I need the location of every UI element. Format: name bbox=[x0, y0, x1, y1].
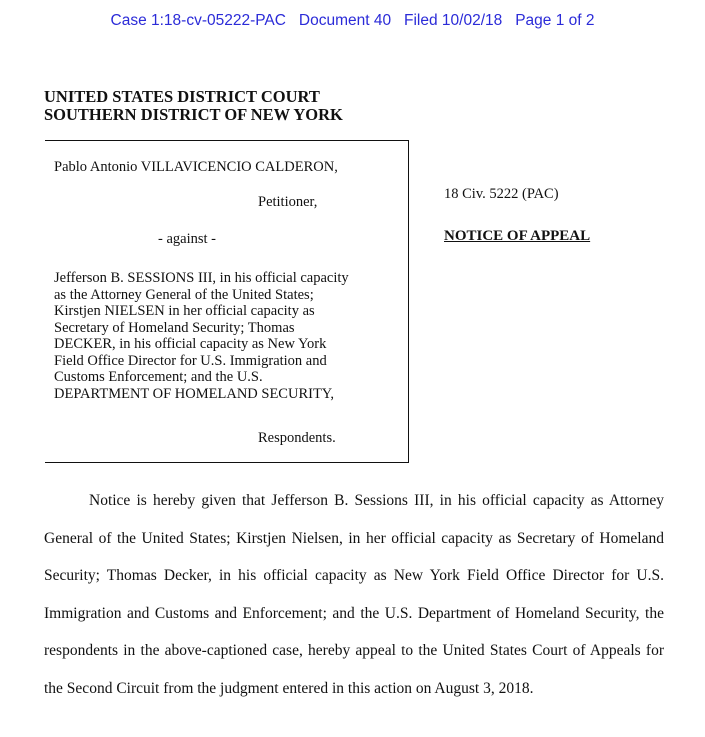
document-number-header: Document 40 bbox=[298, 12, 392, 29]
case-number: 18 Civ. 5222 (PAC) bbox=[444, 186, 559, 202]
page-count-header: Page 1 of 2 bbox=[515, 12, 595, 29]
court-name-line-1: UNITED STATES DISTRICT COURT bbox=[44, 87, 320, 106]
court-name bbox=[44, 88, 343, 124]
ecf-filing-header bbox=[0, 12, 705, 30]
case-number-header: Case 1:18-cv-05222-PAC bbox=[110, 12, 286, 29]
respondents-role: Respondents. bbox=[258, 430, 336, 446]
petitioner-role: Petitioner, bbox=[258, 194, 318, 210]
respondents-line: Field Office Director for U.S. Immigration and bbox=[54, 352, 327, 369]
petitioner-name: Pablo Antonio VILLAVICENCIO CALDERON, bbox=[54, 159, 338, 175]
respondents-line: DECKER, in his official capacity as New York bbox=[54, 336, 327, 352]
filed-date-header: Filed 10/02/18 bbox=[404, 12, 503, 29]
court-name-line-2: SOUTHERN DISTRICT OF NEW YORK bbox=[44, 105, 343, 124]
against-label: - against - bbox=[158, 231, 216, 247]
respondents-line: Kirstjen NIELSEN in her official capacity as bbox=[54, 303, 315, 319]
respondents-line: Jefferson B. SESSIONS III, in his official capacity bbox=[54, 270, 349, 286]
respondents-line: Secretary of Homeland Security; Thomas bbox=[54, 319, 295, 336]
respondents-line: as the Attorney General of the United States; bbox=[54, 286, 314, 303]
respondents-list bbox=[54, 270, 349, 402]
respondents-line: Customs Enforcement; and the U.S. bbox=[54, 369, 263, 385]
notice-body: Notice is hereby given that Jefferson B. Sessions III, in his official capacity as Attorney General of the United States; Kirstjen Nielsen, in her official capacity as Secretary of Homeland Security; Thomas Decker, in his official capacity as New York Field Office Director for U.S. Immigration and Customs and Enforcement; and the U.S. Department of Homeland Security, the respondents in the above-captioned case, hereby appeal to the United States Court of Appeals for the Second Circuit from the judgment entered in this action on August 3, 2018. bbox=[44, 492, 664, 697]
respondents-line: DEPARTMENT OF HOMELAND SECURITY, bbox=[54, 385, 335, 402]
document-title: NOTICE OF APPEAL bbox=[444, 228, 591, 244]
